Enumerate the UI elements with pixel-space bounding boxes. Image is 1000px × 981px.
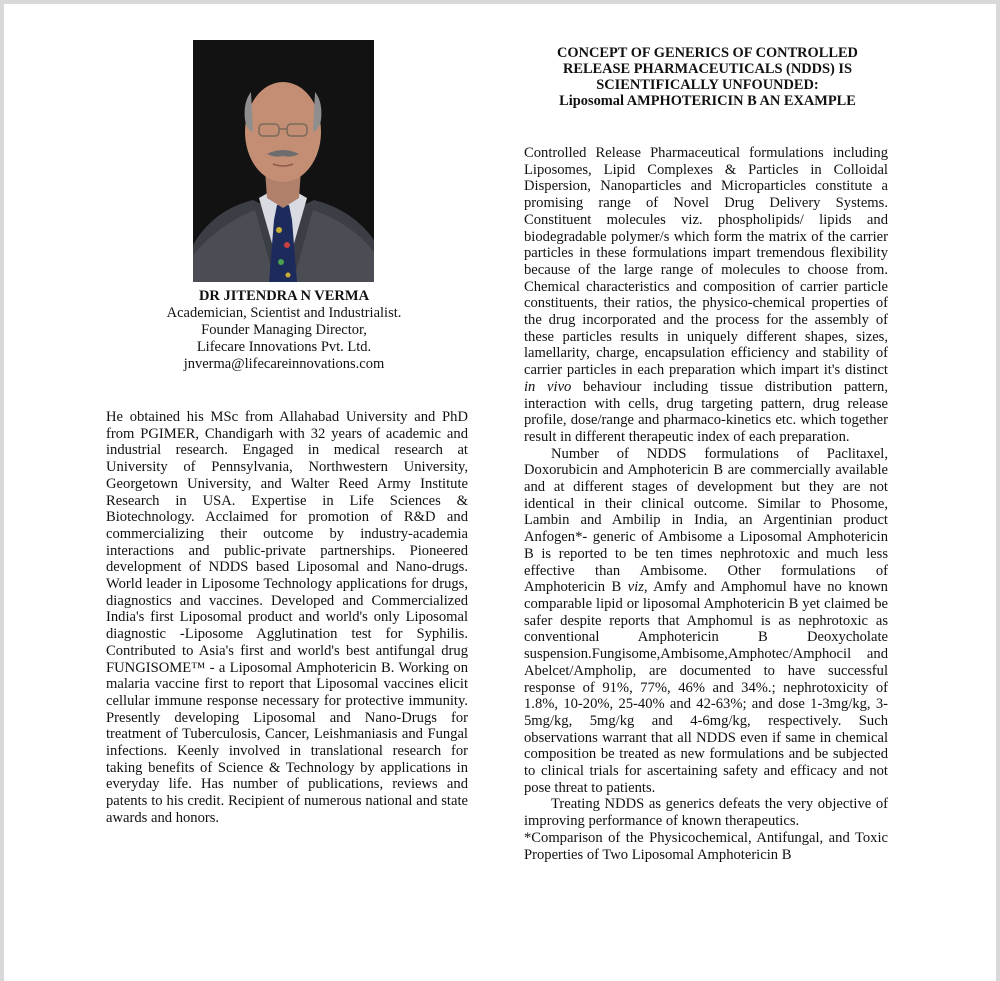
paragraph-1-text-a: Controlled Release Pharmaceutical formulations including Liposomes, Lipid Complexes & Particles in Colloidal Dispersion, Nanoparticles and Microparticles constitute a promising range of Novel Drug Delivery Systems. Constituent molecules viz. phospholipids/ lipids and biodegradable polymer/s which form the matrix of the carrier particles in these formulations impart tremendous flexibility because of the large range of molecules to choose from. Chemical characteristics and composition of carrier particle constituents, their ratios, the physico-chemical properties of the drug incorporated and the process for the assembly of these particles results in uniquely different shapes, sizes, lamellarity, charge, encapsulation efficiency and stability of carrier particles in each preparation which impart it's distinct [524, 145, 888, 379]
paragraph-1-emphasis: in vivo [524, 378, 572, 395]
author-name: DR JITENDRA N VERMA [198, 288, 370, 304]
paragraph-2-text-b: Amfy and Amphomul have no known comparable lipid or liposomal Amphotericin B yet claimed be safer despite reports that Amphomul is as nephrotoxic as conventional Amphotericin B Deoxycholate suspension.Fungisome,Ambisome,Amphotec/Amphocil and Abelcet/Ampholip, are documented to have successful response of 91%, 77%, 46% and 34%.; nephrotoxicity of 1.8%, 10-20%, 25-40% and 42-63%; and dose 1-3mg/kg, 3-5mg/kg, 5mg/kg and 4-6mg/kg, respectively. Such observations warrant that all NDDS even if same in chemical composition be treated as new formulations and be subjected to clinical trials for ascertaining safety and efficacy and not pose threat to patients. [524, 579, 888, 796]
page-border-top [0, 0, 1000, 4]
author-titles: Academician, Scientist and Industrialist. [166, 305, 402, 321]
title-line-1: CONCEPT OF GENERICS OF CONTROLLED [557, 45, 858, 61]
page-border-left [0, 0, 4, 981]
author-position: Founder Managing Director, [201, 322, 367, 338]
article-body [524, 145, 888, 947]
title-line-3: SCIENTIFICALLY UNFOUNDED: [596, 77, 819, 93]
article-footnote: *Comparison of the Physicochemical, Antifungal, and Toxic Properties of Two Liposomal Amphotericin B [524, 829, 888, 863]
author-photo [193, 40, 374, 282]
article-paragraph-3: Treating NDDS as generics defeats the very objective of improving performance of known therapeutics. [524, 796, 888, 830]
paragraph-2-text-a: Number of NDDS formulations of Paclitaxel, Doxorubicin and Amphotericin B are commercially available and at different stages of development but they are not identical in their clinical outcome. Similar to Phosome, Lambin and Ambilip in India, an Argentinian product Anfogen*- generic of Ambisome a Liposomal Amphotericin B is reported to be ten times nephrotoxic and much less effective than Ambisome. Other formulations of Amphotericin B [524, 445, 888, 596]
paragraph-1-text-b: behaviour including tissue distribution pattern, interaction with cells, drug targeting pattern, drug release profile, dose/range and pharmaco-kinetics etc. which together result in different therapeutic index of each preparation. [524, 378, 888, 445]
author-email: jnverma@lifecareinnovations.com [183, 356, 385, 372]
article-paragraph-2 [524, 446, 888, 797]
author-biography: He obtained his MSc from Allahabad University and PhD from PGIMER, Chandigarh with 32 years of academic and industrial research. Engaged in medical research at University of Pennsylvania, Northwestern University, Georgetown University, and Walter Reed Army Institute Research in USA. Expertise in Life Sciences & Biotechnology. Acclaimed for promotion of R&D and commercializing their outcome by industry-academia interactions and public-private partnerships. Pioneered development of NDDS based Liposomal and Nano-drugs. World leader in Liposome Technology applications for drugs, diagnostics and vaccines. Developed and Commercialized India's first Liposomal product and world's only Liposomal diagnostic -Liposome Agglutination test for Syphilis. Contributed to Asia's first and world's best antifungal drug FUNGISOME™ - a Liposomal Amphotericin B. Working on malaria vaccine first to report that Liposomal vaccines elicit cellular immune response necessary for protective immunity. Presently developing Liposomal and Nano-Drugs for treatment of Tuberculosis, Cancer, Leishmaniasis and Fungal infections. Keenly involved in translational research for taking benefits of Science & Technology by applications in everyday life. Has number of publications, reviews and patents to his credit. Recipient of numerous national and state awards and honors. [106, 409, 468, 826]
article-paragraph-1 [524, 145, 888, 446]
article-title [520, 45, 895, 109]
author-block [150, 288, 418, 373]
author-company: Lifecare Innovations Pvt. Ltd. [196, 339, 372, 355]
title-line-2: RELEASE PHARMACEUTICALS (NDDS) IS [562, 61, 853, 77]
paragraph-2-emphasis: viz, [627, 579, 648, 596]
page-border-right [996, 0, 1000, 981]
title-line-4: Liposomal AMPHOTERICIN B AN EXAMPLE [559, 93, 856, 109]
